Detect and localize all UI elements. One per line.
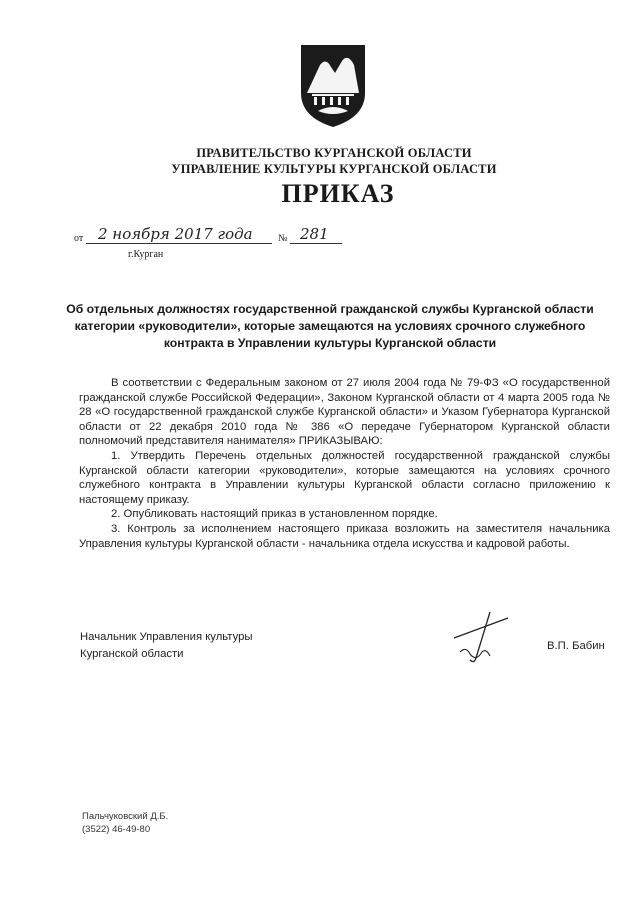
order-item-3: 3. Контроль за исполнением настоящего приказа возложить на заместителя начальника Управления культуры Курганской области - начальника отдела искусства и кадровой работы.: [79, 522, 610, 550]
order-body: [79, 376, 610, 551]
signatory-position-line1: Начальник Управления культуры: [80, 631, 253, 643]
handwritten-signature: [446, 608, 516, 670]
date-prefix-label: от: [74, 233, 84, 244]
signatory-position: [80, 629, 253, 663]
executor-name: Пальчуковский Д.Б.: [82, 811, 169, 822]
number-underline: [290, 243, 342, 244]
number-label: №: [278, 233, 288, 244]
number-handwritten: 281: [300, 225, 329, 243]
preamble-paragraph: В соответствии с Федеральным законом от 27 июля 2004 года № 79-ФЗ «О государственной гражданской службе Российской Федерации», Законом Курганской области от 4 марта 2005 года № 28 «О государственной гражданской службе Курганской области» и Указом Губернатора Курганской области от 22 декабря 2010 года № 386 «О передаче Губернатором Курганской области полномочий представителя нанимателя» ПРИКАЗЫВАЮ:: [79, 377, 610, 448]
document-title: ПРИКАЗ: [281, 179, 395, 208]
coat-of-arms-emblem: [298, 43, 368, 129]
order-subject: Об отдельных должностях государственной гражданской службы Курганской области категории «руководители», которые замещаются на условиях срочного служебного контракта в Управлении культуры Курганской области: [66, 302, 594, 350]
org-name-department: УПРАВЛЕНИЕ КУЛЬТУРЫ КУРГАНСКОЙ ОБЛАСТИ: [171, 162, 497, 176]
city-label: г.Курган: [128, 249, 164, 260]
order-item-2: 2. Опубликовать настоящий приказ в установленном порядке.: [111, 508, 438, 521]
order-item-1: 1. Утвердить Перечень отдельных должностей государственной гражданской службы Курганской области категории «руководители», которые замещаются на условиях срочного служебного контракта в Управлении культуры Курганской области согласно приложению к настоящему приказу.: [79, 449, 610, 506]
signatory-position-line2: Курганской области: [80, 648, 184, 660]
executor-phone: (3522) 46-49-80: [82, 824, 151, 835]
date-handwritten: 2 ноября 2017 года: [98, 225, 253, 243]
signatory-name: В.П. Бабин: [547, 640, 605, 652]
date-underline: [86, 243, 272, 244]
executor-footer: [82, 810, 168, 836]
org-name-government: ПРАВИТЕЛЬСТВО КУРГАНСКОЙ ОБЛАСТИ: [196, 146, 472, 160]
